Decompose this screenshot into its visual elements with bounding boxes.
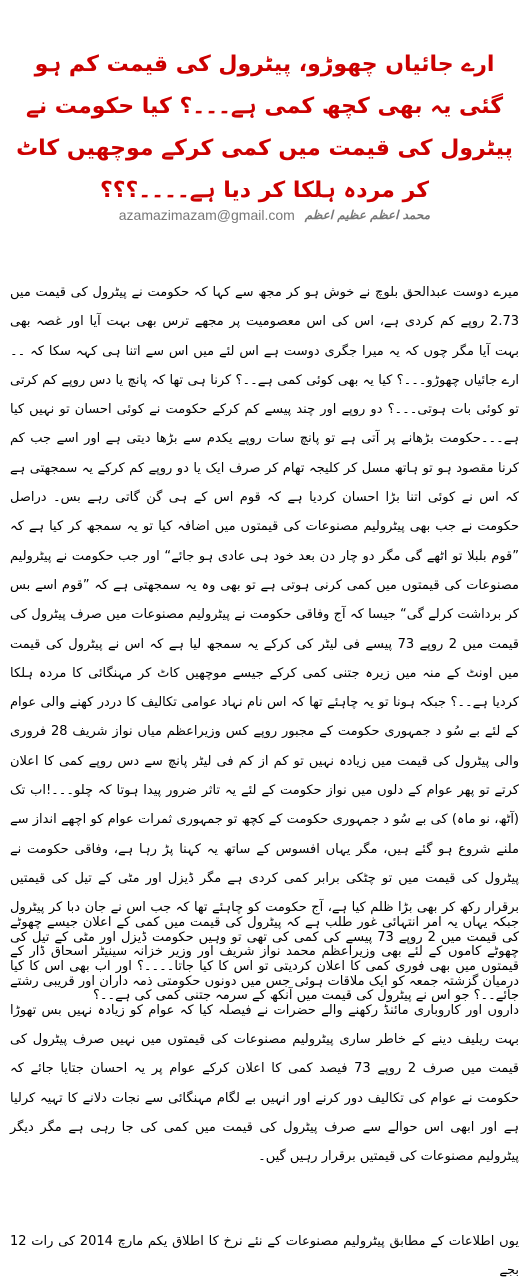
byline	[100, 204, 430, 226]
article-paragraph: جبکہ یہاں یہ امر انتہائی غور طلب ہے کہ پیٹرول کی قیمت میں کمی کے اعلان جیسے چھوٹے چھوٹے کاموں کے لئے بھی وزیراعظم محمد نواز شریف اور وزیر خزانہ سینیٹر اسحاق ڈار کے درمیان گزشتہ جمعہ کو ایک ملاقات ہوئی جس میں دونوں حکومتی ذمہ داران اور قریبی رشتے داروں اور کاروباری مائنڈ رکھنے والے حضرات نے فیصلہ کیا کہ عوام کو زیادہ نہیں بس تھوڑا بہت ریلیف دینے کے خاطر ساری پیٹرولیم مصنوعات کی قیمتوں میں نہیں صرف پیٹرول کی قیمت میں صرف 2 روپے 73 فیصد کمی کا اعلان کرکے عوام پر یہ احسان جتایا جائے کہ حکومت نے عوام کی تکالیف دور کرنے اور انہیں بے لگام مہنگائی سے نجات دلانے کا تہیہ کرلیا ہے اور ابھی اس حوالے سے صرف پیٹرول کی قیمت میں کمی کی جا رہی ہے مگر دیگر پیٹرولیم مصنوعات کی قیمتیں برقرار رہیں گیں۔	[10, 915, 519, 1165]
author-email: azamazimazam@gmail.com	[118, 207, 295, 223]
author-name: محمد اعظم عظیم اعظم	[304, 208, 430, 222]
article-headline: ارے جائیاں چھوڑو، پیٹرول کی قیمت کم ہو گئی یہ بھی کچھ کمی ہے۔۔۔؟ کیا حکومت نے پیٹرول کی قیمت میں کمی کرکے موچھیں کاٹ کر مردہ ہلکا کر دیا ہے۔۔۔۔؟؟؟	[16, 52, 513, 203]
article-paragraph: یوں اطلاعات کے مطابق پیٹرولیم مصنوعات کے نئے نرخ کا اطلاق یکم مارچ 2014 کی رات 12 بجے	[10, 1234, 519, 1279]
article-paragraph: میرے دوست عبدالحق بلوچ نے خوش ہو کر مجھ سے کہا کہ حکومت نے پیٹرول کی قیمت میں 2.73 روپے کم کردی ہے، اس کی اس معصومیت پر مجھے ترس بھی بہت آیا اور غصہ بھی بہت آیا مگر چوں کہ یہ میرا جگری دوست ہے اس لئے میں اس سے اتنا ہی کہہ سکا کہ ۔۔ارے جائیاں چھوڑو۔۔۔؟ کیا یہ بھی کوئی کمی ہے۔۔؟ کرنا ہی تھا کہ پانچ یا دس روپے کم کرتی تو کوئی بات ہوتی۔۔۔؟ دو روپے اور چند پیسے کم کرکے حکومت نے کوئی احسان تو نہیں کیا ہے۔۔۔حکومت بڑھانے پر آتی ہے تو پانچ سات روپے یکدم سے بڑھا دیتی ہے اور اسے جب کم کرنا مقصود ہو تو ہاتھ مسل کر کلیجہ تھام کر صرف ایک یا دو روپے کم کرکے یہ سمجھتی ہے کہ اس نے کوئی اتنا بڑا احسان کردیا ہے کہ قوم اس کے ہی گن گاتی رہے بس۔ دراصل حکومت نے جب بھی پیٹرولیم مصنوعات کی قیمتوں میں اضافہ کیا تو یہ سمجھ کر کیا ہے کہ ”قوم بلبلا تو اٹھے گی مگر دو چار دن بعد خود ہی عادی ہو جائے“ اور جب حکومت نے پیٹرولیم مصنوعات کی قیمتوں میں کمی کرنی ہوتی ہے تو بھی وہ یہ سمجھتی ہے کہ ”قوم اسے بس کر برداشت کرلے گی“ جیسا کہ آج وفاقی حکومت نے پیٹرولیم مصنوعات میں صرف پیٹرول کی قیمت میں 2 روپے 73 پیسے فی لیٹر کی کرکے یہ سمجھ لیا ہے کہ اس نے پیٹرول کی قیمت میں اونٹ کے منہ میں زیرہ جتنی کمی کرکے جیسے موچھیں کاٹ کر مہنگائی کا مردہ ہلکا کردیا ہے۔۔؟ جبکہ ہونا تو یہ چاہئے تھا کہ اس نام نہاد عوامی تکالیف کا دردر کھنے والی عوام کے لئے بے سُو د جمہوری حکومت کے مجبور روپے کس وزیراعظم میاں نواز شریف 28 فروری والی پیٹرول کی قیمت میں زیادہ نہیں تو کم از کم فی لیٹر پانچ سے دس روپے کمی کا اعلان کرتے تو پھر عوام کے دلوں میں نواز حکومت کے لئے یہ تاثر ضرور پیدا ہوتا کہ چلو۔۔۔!اب تک (آٹھ، نو ماہ) کی بے سُو د جمہوری حکومت کے کچھ تو جمہوری ثمرات عوام کو اچھے انداز سے ملنے شروع ہو گئے ہیں، مگر یہاں افسوس کے ساتھ یہ کہنا پڑ رہا ہے، وفاقی حکومت نے پیٹرول کی قیمت میں تو چٹکی برابر کمی کردی ہے مگر ڈیزل اور مٹی کے تیل کی قیمتیں برقرار رکھ کر بھی بڑا ظلم کیا ہے، آج حکومت کو چاہئے تھا کہ جب اس نے جان دبا کر پیٹرول کی قیمت میں 2 روپے 73 پیسے کی کمی کی تھی تو وہیں حکومت ڈیزل اور مٹی کے تیل کی قیمتوں میں بھی فوری کمی کا اعلان کردیتی تو اس کا کیا جاتا۔۔۔۔؟ اور اب بھی اس کا کیا جائے۔۔؟ جو اس نے پیٹرول کی قیمت میں آنکھ کے سرمہ جتنی کمی کی ہے۔۔؟	[10, 285, 520, 1004]
